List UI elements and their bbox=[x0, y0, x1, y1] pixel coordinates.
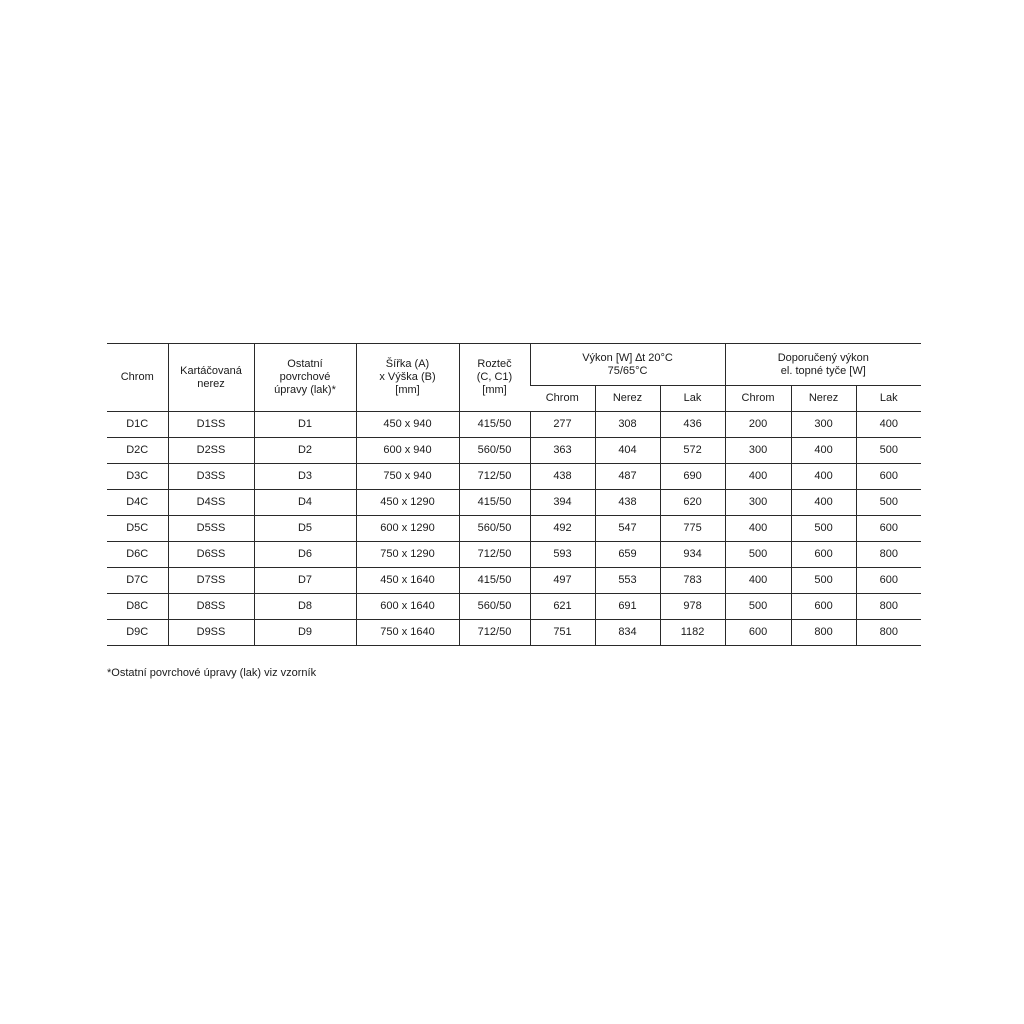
table-cell: 438 bbox=[530, 464, 595, 490]
table-cell: D4C bbox=[107, 490, 168, 516]
table-cell: 308 bbox=[595, 412, 660, 438]
table-cell: 783 bbox=[660, 568, 725, 594]
table-cell: 800 bbox=[791, 620, 856, 646]
footnote: *Ostatní povrchové úpravy (lak) viz vzorník bbox=[107, 667, 317, 679]
table-cell: 750 x 1640 bbox=[356, 620, 459, 646]
table-cell: 415/50 bbox=[459, 490, 530, 516]
table-cell: 659 bbox=[595, 542, 660, 568]
table-cell: 800 bbox=[856, 594, 921, 620]
header-rozmer: Šířka (A) x Výška (B) [mm] bbox=[356, 344, 459, 412]
table-cell: D1SS bbox=[168, 412, 254, 438]
table-cell: 400 bbox=[856, 412, 921, 438]
table-cell: D7C bbox=[107, 568, 168, 594]
table-cell: D6SS bbox=[168, 542, 254, 568]
table-cell: D1C bbox=[107, 412, 168, 438]
table-cell: D5 bbox=[254, 516, 356, 542]
table-cell: D9C bbox=[107, 620, 168, 646]
header-vykon-group: Výkon [W] ∆t 20°C 75/65°C bbox=[530, 344, 725, 386]
table-cell: 500 bbox=[725, 594, 791, 620]
header-roztec: Rozteč (C, C1) [mm] bbox=[459, 344, 530, 412]
table-cell: 553 bbox=[595, 568, 660, 594]
subheader-tyc-lak: Lak bbox=[856, 386, 921, 412]
table-cell: 400 bbox=[791, 438, 856, 464]
table-cell: 834 bbox=[595, 620, 660, 646]
table-cell: 712/50 bbox=[459, 464, 530, 490]
table-cell: 593 bbox=[530, 542, 595, 568]
subheader-tyc-nerez: Nerez bbox=[791, 386, 856, 412]
table-cell: 400 bbox=[791, 464, 856, 490]
table-cell: 1182 bbox=[660, 620, 725, 646]
table-cell: 500 bbox=[791, 516, 856, 542]
table-cell: 500 bbox=[725, 542, 791, 568]
table-cell: D3SS bbox=[168, 464, 254, 490]
table-cell: 600 x 1640 bbox=[356, 594, 459, 620]
table-cell: D6 bbox=[254, 542, 356, 568]
table-cell: 400 bbox=[791, 490, 856, 516]
table-cell: 450 x 940 bbox=[356, 412, 459, 438]
table-cell: 500 bbox=[856, 490, 921, 516]
table-cell: 363 bbox=[530, 438, 595, 464]
header-ostatni-upravy: Ostatní povrchové úpravy (lak)* bbox=[254, 344, 356, 412]
table-cell: D6C bbox=[107, 542, 168, 568]
table-cell: 620 bbox=[660, 490, 725, 516]
table-cell: 691 bbox=[595, 594, 660, 620]
table-cell: 436 bbox=[660, 412, 725, 438]
table-cell: D9SS bbox=[168, 620, 254, 646]
table-cell: 497 bbox=[530, 568, 595, 594]
table-cell: 600 bbox=[856, 516, 921, 542]
table-cell: 600 bbox=[856, 568, 921, 594]
table-cell: 560/50 bbox=[459, 438, 530, 464]
table-cell: 404 bbox=[595, 438, 660, 464]
table-cell: 450 x 1640 bbox=[356, 568, 459, 594]
table-cell: 600 bbox=[725, 620, 791, 646]
table-cell: 560/50 bbox=[459, 594, 530, 620]
table-cell: 600 bbox=[791, 594, 856, 620]
table-cell: 200 bbox=[725, 412, 791, 438]
table-cell: 277 bbox=[530, 412, 595, 438]
table-cell: D3 bbox=[254, 464, 356, 490]
table-cell: 712/50 bbox=[459, 542, 530, 568]
table-cell: 600 x 940 bbox=[356, 438, 459, 464]
table-cell: D2SS bbox=[168, 438, 254, 464]
table-cell: D2C bbox=[107, 438, 168, 464]
table-cell: D1 bbox=[254, 412, 356, 438]
table-cell: 600 bbox=[856, 464, 921, 490]
table-cell: 487 bbox=[595, 464, 660, 490]
table-row bbox=[107, 464, 921, 490]
table-row bbox=[107, 620, 921, 646]
table-cell: D7SS bbox=[168, 568, 254, 594]
table-cell: 690 bbox=[660, 464, 725, 490]
subheader-vykon-nerez: Nerez bbox=[595, 386, 660, 412]
subheader-vykon-chrom: Chrom bbox=[530, 386, 595, 412]
table-row bbox=[107, 568, 921, 594]
table-cell: 438 bbox=[595, 490, 660, 516]
subheader-vykon-lak: Lak bbox=[660, 386, 725, 412]
table-cell: 415/50 bbox=[459, 568, 530, 594]
table-cell: 300 bbox=[725, 438, 791, 464]
table-cell: 492 bbox=[530, 516, 595, 542]
table-cell: D2 bbox=[254, 438, 356, 464]
header-tyc-group: Doporučený výkon el. topné tyče [W] bbox=[725, 344, 921, 386]
table-cell: 400 bbox=[725, 516, 791, 542]
table-cell: D7 bbox=[254, 568, 356, 594]
table-row bbox=[107, 412, 921, 438]
table-cell: 750 x 940 bbox=[356, 464, 459, 490]
table-cell: 750 x 1290 bbox=[356, 542, 459, 568]
spec-table bbox=[107, 343, 921, 646]
table-cell: 500 bbox=[856, 438, 921, 464]
table-cell: 978 bbox=[660, 594, 725, 620]
header-chrom: Chrom bbox=[107, 344, 168, 412]
table-cell: 712/50 bbox=[459, 620, 530, 646]
table-cell: 415/50 bbox=[459, 412, 530, 438]
table-cell: D5C bbox=[107, 516, 168, 542]
table-cell: D9 bbox=[254, 620, 356, 646]
table-cell: D5SS bbox=[168, 516, 254, 542]
table-cell: 751 bbox=[530, 620, 595, 646]
table-row bbox=[107, 542, 921, 568]
table-cell: D8SS bbox=[168, 594, 254, 620]
table-cell: 300 bbox=[725, 490, 791, 516]
table-cell: D8C bbox=[107, 594, 168, 620]
table-cell: D4SS bbox=[168, 490, 254, 516]
table-cell: 600 bbox=[791, 542, 856, 568]
table-cell: 621 bbox=[530, 594, 595, 620]
table-cell: 547 bbox=[595, 516, 660, 542]
table-cell: 600 x 1290 bbox=[356, 516, 459, 542]
table-cell: D3C bbox=[107, 464, 168, 490]
table-row bbox=[107, 490, 921, 516]
table-row bbox=[107, 594, 921, 620]
table-cell: 800 bbox=[856, 620, 921, 646]
table-row bbox=[107, 516, 921, 542]
table-cell: 800 bbox=[856, 542, 921, 568]
table-cell: D8 bbox=[254, 594, 356, 620]
subheader-tyc-chrom: Chrom bbox=[725, 386, 791, 412]
table-cell: 400 bbox=[725, 464, 791, 490]
table-cell: 934 bbox=[660, 542, 725, 568]
table-body bbox=[107, 412, 921, 646]
table-cell: 394 bbox=[530, 490, 595, 516]
table-cell: 775 bbox=[660, 516, 725, 542]
header-kartacovana-nerez: Kartáčovaná nerez bbox=[168, 344, 254, 412]
table-cell: 400 bbox=[725, 568, 791, 594]
table-cell: 450 x 1290 bbox=[356, 490, 459, 516]
table-cell: D4 bbox=[254, 490, 356, 516]
table-row bbox=[107, 438, 921, 464]
table-cell: 572 bbox=[660, 438, 725, 464]
table-cell: 300 bbox=[791, 412, 856, 438]
table-cell: 500 bbox=[791, 568, 856, 594]
table-cell: 560/50 bbox=[459, 516, 530, 542]
